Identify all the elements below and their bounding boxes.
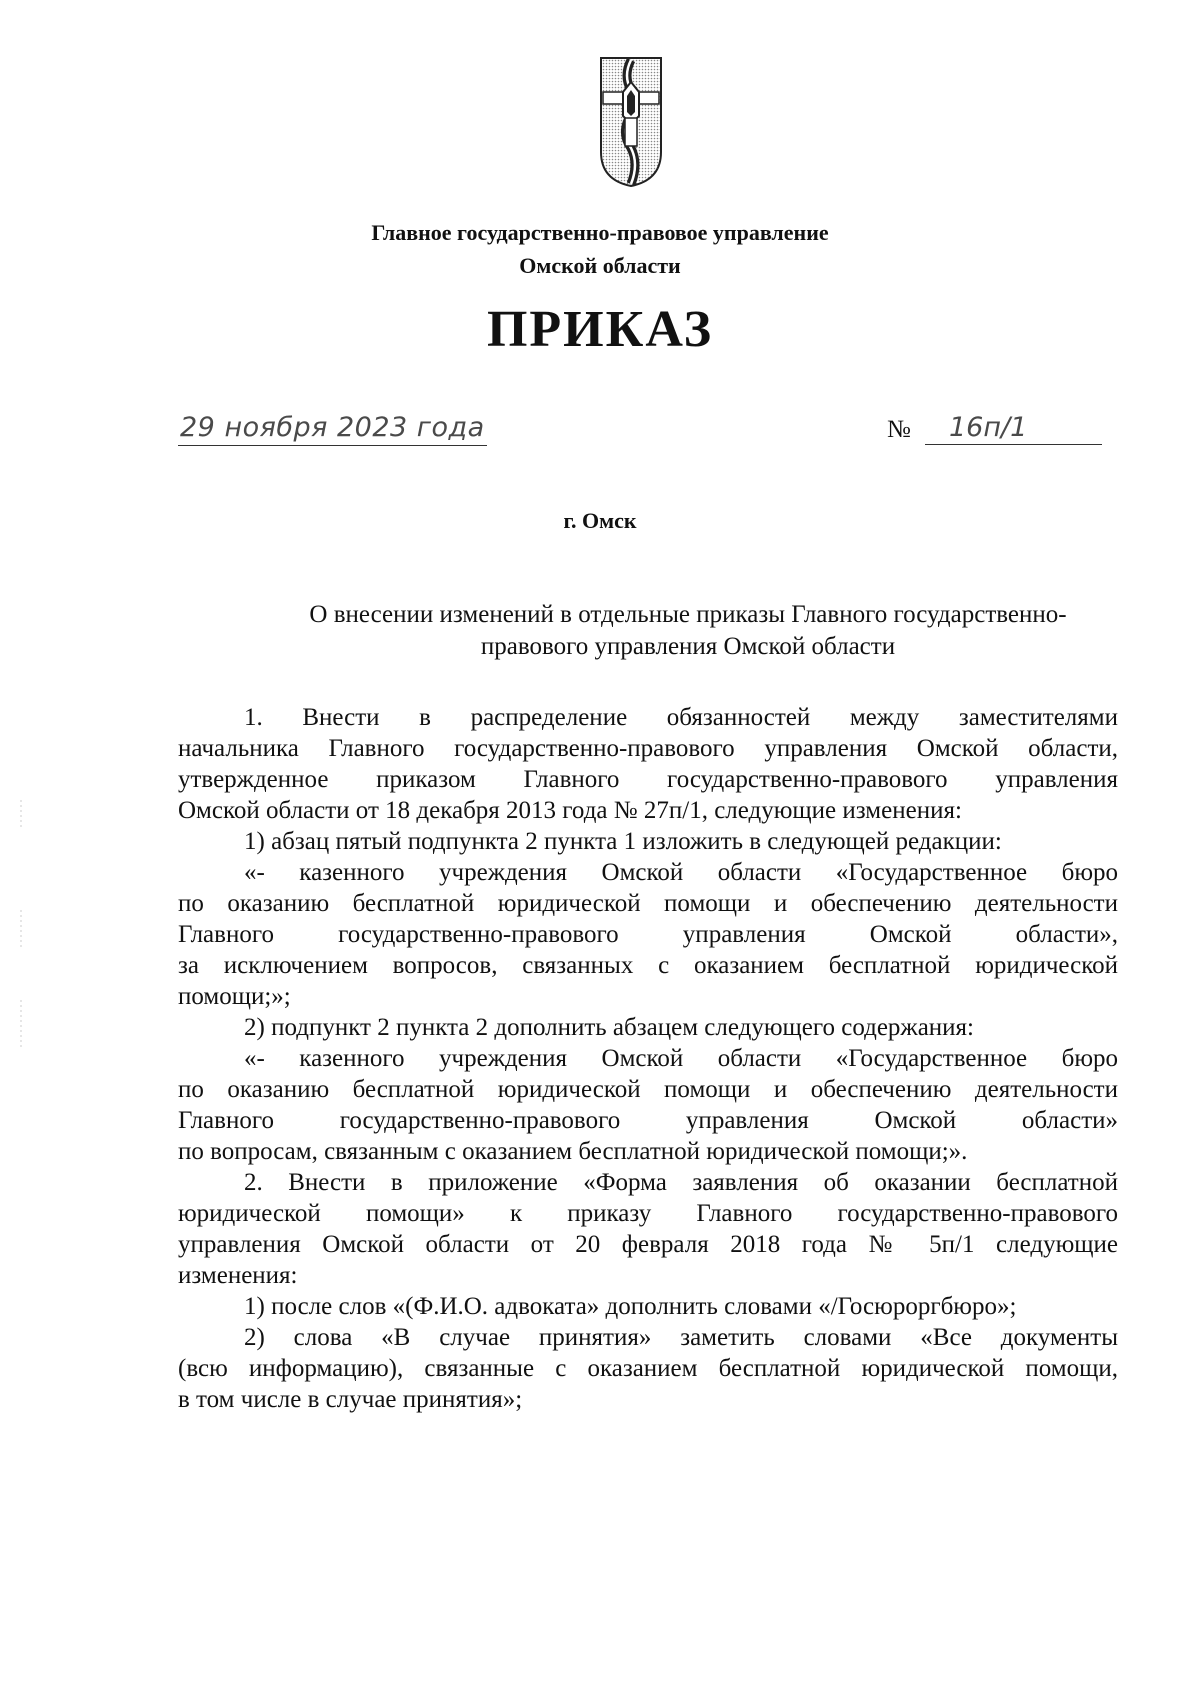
body-line: по вопросам, связанным с оказанием бесплатной юридической помощи;». [178,1138,968,1165]
body-line: 2) подпункт 2 пункта 2 дополнить абзацем следующего содержания: [244,1014,974,1041]
body-line: утвержденное приказом Главного государственно-правового управления [178,766,1118,793]
handwritten-number: 16п/1 [949,412,1028,443]
document-number [887,410,1102,446]
subject-line: О внесении изменений в отдельные приказы Главного государственно- [309,601,1067,628]
organization-name: Главное государственно-правовое управление [371,220,829,245]
body-line: 1) абзац пятый подпункта 2 пункта 1 изложить в следующей редакции: [244,828,1002,855]
body-line: «- казенного учреждения Омской области «Государственное бюро [244,859,1118,886]
body-line: в том числе в случае принятия»; [178,1386,523,1413]
number-underline [925,444,1102,445]
body-line: Главного государственно-правового управления Омской области» [178,1107,1118,1134]
body-line: Главного государственно-правового управления Омской области», [178,921,1118,948]
body-line: «- казенного учреждения Омской области «Государственное бюро [244,1045,1118,1072]
organization-region: Омской области [519,253,681,278]
body-line: изменения: [178,1262,298,1289]
document-body [178,702,1118,1415]
document-title: ПРИКАЗ [486,301,714,358]
body-line: управления Омской области от 20 февраля 2018 года № 5п/1 следующие [178,1231,1118,1258]
body-line: за исключением вопросов, связанных с оказанием бесплатной юридической [178,952,1118,979]
body-line: 1) после слов «(Ф.И.О. адвоката» дополнить словами «/Госюроргбюро»; [244,1293,1017,1320]
body-line: по оказанию бесплатной юридической помощи и обеспечению деятельности [178,1076,1118,1103]
handwritten-date: 29 ноября 2023 года [178,412,487,446]
city-name: г. Омск [563,508,637,533]
number-sign: № [887,416,911,443]
body-line: начальника Главного государственно-правового управления Омской области, [178,735,1118,762]
body-line: Омской области от 18 декабря 2013 года № 27п/1, следующие изменения: [178,797,962,824]
body-line: по оказанию бесплатной юридической помощи и обеспечению деятельности [178,890,1118,917]
body-line: 1. Внести в распределение обязанностей между заместителями [244,704,1118,731]
body-line: 2. Внести в приложение «Форма заявления об оказании бесплатной [244,1169,1118,1196]
body-line: (всю информацию), связанные с оказанием бесплатной юридической помощи, [178,1355,1118,1382]
body-line: помощи;»; [178,983,291,1010]
scan-margin-marks [20,800,22,1060]
body-line: юридической помощи» к приказу Главного государственно-правового [178,1200,1118,1227]
document-subject [258,599,1118,663]
body-line: 2) слова «В случае принятия» заметить словами «Все документы [244,1324,1118,1351]
omsk-coat-of-arms-emblem [599,56,663,188]
subject-line: правового управления Омской области [480,633,896,660]
